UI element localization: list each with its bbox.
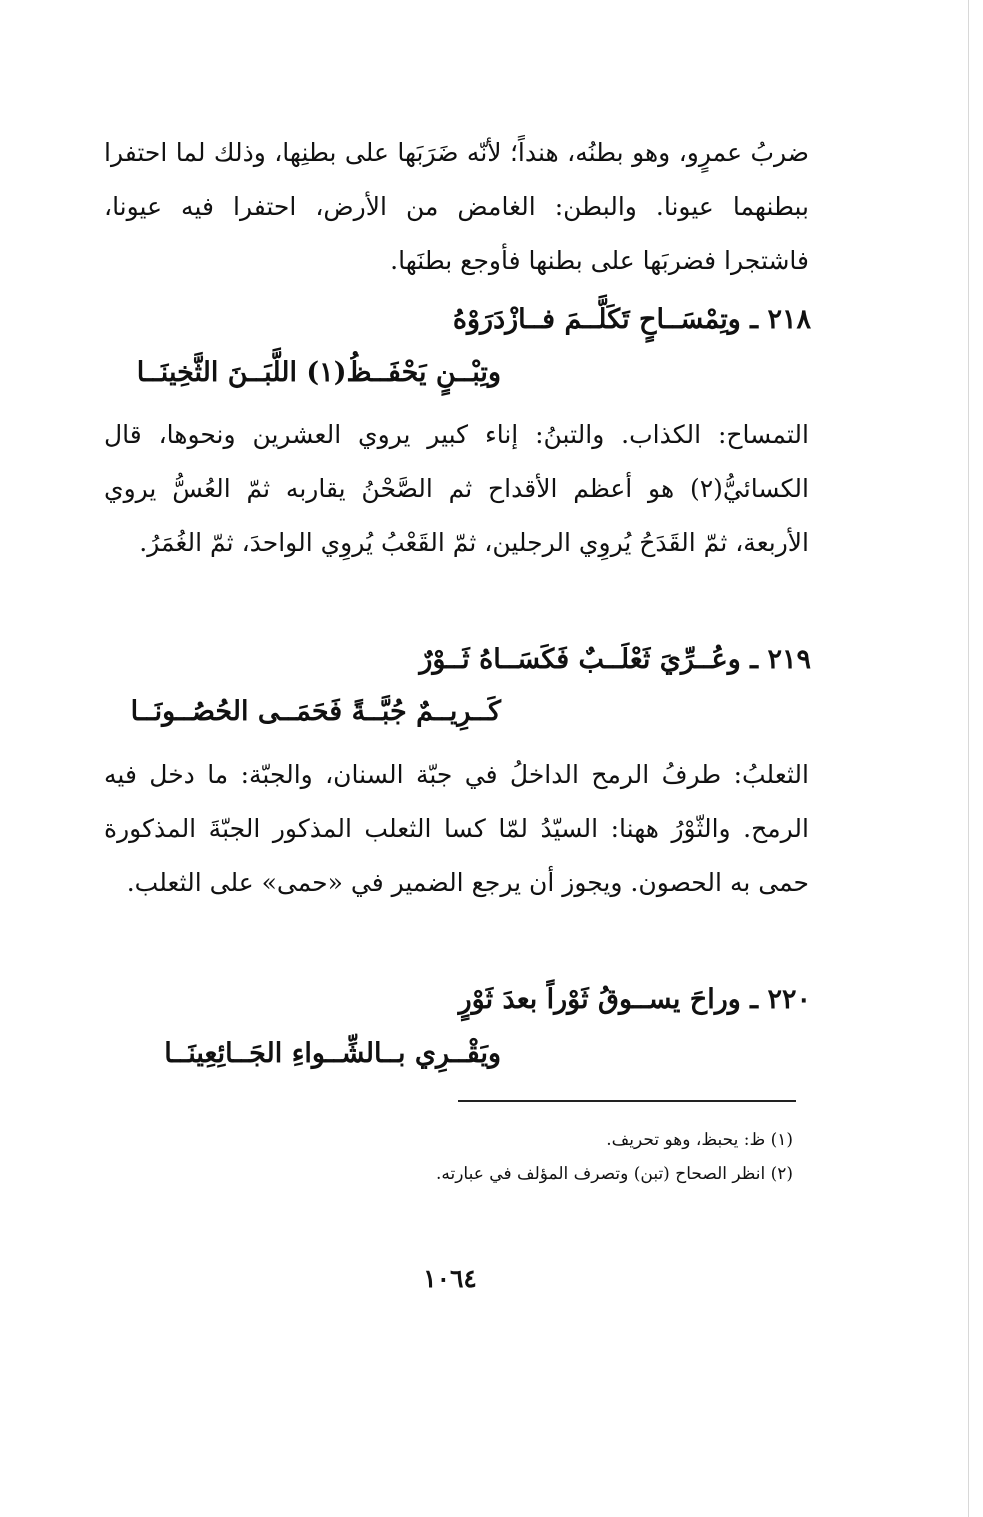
scan-edge-line	[968, 0, 969, 1517]
verse-219-second-hemistich: كَــرِيــمٌ جُبَّــةً فَحَمَــى الحُصُــونَــا	[130, 696, 501, 727]
verse-220-second-hemistich: ويَقْــرِي بــالشِّــواءِ الجَــائِعِينَــا	[164, 1038, 501, 1069]
paragraph-3: الثعلبُ: طرفُ الرمح الداخلُ في جبّة السنان، والجبّة: ما دخل فيه الرمح. والثّوْرُ ههنا: السيّدُ لمّا كسا الثعلب المذكور الجبّةَ المذكورة حمى به الحصون. ويجوز أن يرجع الضمير في «حمى» على الثعلب.	[104, 760, 809, 897]
footnote-separator	[458, 1100, 796, 1102]
page-number: ١٠٦٤	[423, 1264, 477, 1293]
paragraph-1: ضربُ عمرٍو، وهو بطنُه، هنداً؛ لأنّه ضَرَبَها على بطنِها، وذلك لما احتفرا ببطنهما عيونا. والبطن: الغامض من الأرض، احتفرا فيه عيونا، فاشتجرا فضربَها على بطنها فأوجع بطنَها.	[104, 138, 809, 275]
verse-219-first-hemistich: ٢١٩ ـ وعُــرِّيَ ثَعْلَــبٌ فَكَسَــاهُ ثَــوْرٌ	[419, 644, 811, 675]
verse-220-first-hemistich: ٢٢٠ ـ وراحَ يســوقُ ثَوْراً بعدَ ثَوْرٍ	[458, 984, 811, 1015]
footnote-1: (١) ظ: يحبظ، وهو تحريف.	[606, 1130, 793, 1150]
verse-218-second-hemistich: وتِبْــنٍ يَحْفَــظُ(١) اللَّبَــنَ الثَّخِينَــا	[136, 357, 501, 388]
footnote-2: (٢) انظر الصحاح (تبن) وتصرف المؤلف في عبارته.	[435, 1164, 793, 1184]
verse-218-first-hemistich: ٢١٨ ـ وتِمْسَــاحٍ تَكَلَّــمَ فــازْدَرَوْهُ	[452, 304, 811, 335]
paragraph-2: التمساح: الكذاب. والتبنُ: إناء كبير يروي العشرين ونحوها، قال الكسائيُّ(٢) هو أعظم الأقداح ثم الصَّحْنُ يقاربه ثمّ العُسُّ يروي الأربعة، ثمّ القَدَحُ يُروِي الرجلين، ثمّ القَعْبُ يُروِي الواحدَ، ثمّ الغُمَرُ.	[104, 420, 809, 557]
